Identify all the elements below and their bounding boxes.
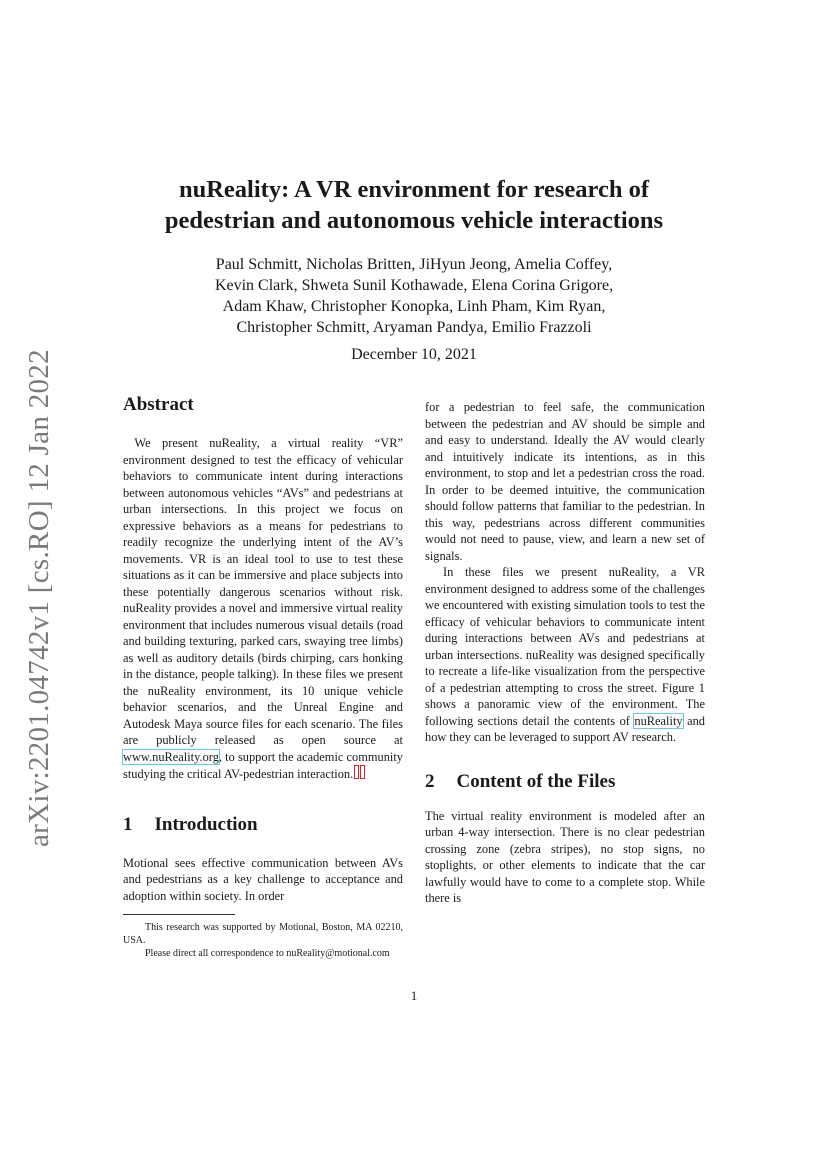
author-list bbox=[150, 254, 678, 338]
abstract-heading: Abstract bbox=[123, 394, 194, 415]
left-column bbox=[123, 393, 403, 960]
footnote-funding: This research was supported by Motional, Boston, MA 02210, USA. bbox=[123, 922, 403, 946]
nureality-website-link[interactable]: www.nuReality.org bbox=[123, 749, 219, 764]
footnote-block bbox=[123, 914, 403, 960]
nureality-link[interactable]: nuReality bbox=[634, 713, 683, 728]
abstract-text bbox=[123, 435, 403, 783]
section-title: Introduction bbox=[154, 813, 258, 835]
content-files-text: The virtual reality environment is modeled after an urban 4-way intersection. There is no clear pedestrian crossing zone (zebra stripes), no stop signs, no stoplights, or other elements to indicate that the car lawfully would have to come to a complete stop. While there is bbox=[425, 808, 705, 905]
author-line: Paul Schmitt, Nicholas Britten, JiHyun Jeong, Amelia Coffey, bbox=[215, 256, 613, 273]
title-line-2: pedestrian and autonomous vehicle interactions bbox=[164, 207, 664, 234]
intro-files-text bbox=[425, 564, 705, 746]
citation-marker[interactable] bbox=[360, 765, 365, 779]
right-column bbox=[425, 399, 705, 907]
author-line: Adam Khaw, Christopher Konopka, Linh Pham, Kim Ryan, bbox=[222, 298, 606, 315]
paper-title bbox=[100, 174, 728, 236]
section-number: 1 bbox=[123, 813, 133, 835]
section-number: 2 bbox=[425, 770, 435, 792]
intro-continued-text: for a pedestrian to feel safe, the communication between the pedestrian and AV should be simple and and easy to understand. Ideally the AV would clearly and intuitively indicate its intentions, as in this environment, to stop and let a pedestrian cross the road. In order to be deemed intuitive, the communication should follow patterns that familiar to the pedestrian. In this way, pedestrians across different communities would not need to pause, view, and learn a new set of signals. bbox=[425, 400, 705, 563]
section-2-heading bbox=[425, 770, 705, 794]
section-1-heading bbox=[123, 813, 403, 837]
intro-files-tail: and how they can be leveraged to support AV research. bbox=[425, 713, 705, 744]
paper-date: December 10, 2021 bbox=[351, 346, 477, 363]
author-line: Christopher Schmitt, Aryaman Pandya, Emilio Frazzoli bbox=[236, 319, 592, 336]
footnote-divider bbox=[123, 914, 235, 915]
footnote-correspondence: Please direct all correspondence to nuReality@motional.com bbox=[145, 948, 390, 959]
citation-marker[interactable] bbox=[354, 765, 359, 779]
introduction-text: Motional sees effective communication between AVs and pedestrians as a key challenge to acceptance and adoption within society. In order bbox=[123, 855, 403, 903]
author-line: Kevin Clark, Shweta Sunil Kothawade, Elena Corina Grigore, bbox=[214, 277, 614, 294]
page-number: 1 bbox=[410, 988, 418, 1003]
section-title: Content of the Files bbox=[456, 770, 616, 792]
arxiv-identifier: arXiv:2201.04742v1 [cs.RO] 12 Jan 2022 bbox=[23, 349, 55, 847]
title-line-1: nuReality: A VR environment for research of bbox=[178, 176, 649, 203]
abstract-text-tail: , to support the academic community studying the critical AV-pedestrian interaction. bbox=[123, 749, 403, 781]
abstract-text-body: We present nuReality, a virtual reality “VR” environment designed to test the efficacy of vehicular behaviors to communicate intent during interactions between autonomous vehicles “AVs” and pedestrians at urban intersections. In this project we focus on expressive behaviors as a means for pedestrians to readily recognize the underlying intent of the AV’s movements. VR is an ideal tool to use to test these situations as it can be immersive and place subjects into these potentially dangerous scenarios without risk. nuReality provides a novel and immersive virtual reality environment that includes numerous visual details (road and building texturing, parked cars, swaying tree limbs) as well as auditory details (birds chirping, cars honking in the distance, people talking). In these files we present the nuReality environment, its 10 unique vehicle behavior scenarios, and the Unreal Engine and Autodesk Maya source files for each scenario. The files are publicly released as open source at bbox=[123, 436, 403, 747]
intro-files-body: In these files we present nuReality, a VR environment designed to address some of the challenges we encountered with existing simulation tools to test the efficacy of vehicular behaviors to communicate intent during interactions between AVs and pedestrians at urban intersections. nuReality was designed specifically to recreate a life-like visualization from the perspective of a pedestrian attempting to cross the street. Figure 1 shows a panoramic view of the environment. The following sections detail the contents of bbox=[425, 565, 705, 728]
